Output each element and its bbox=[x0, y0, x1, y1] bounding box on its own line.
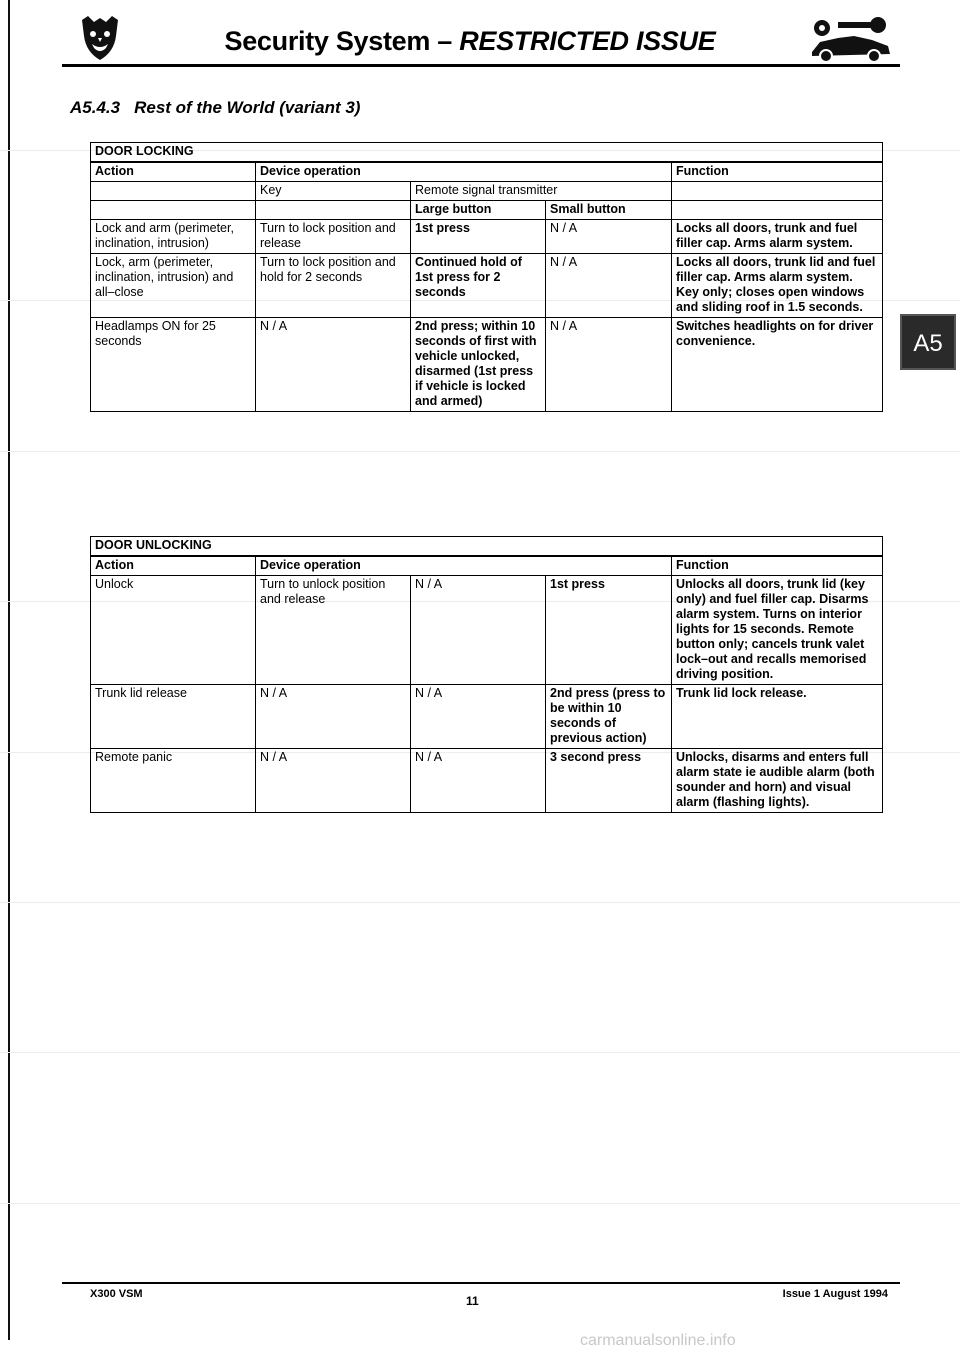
table-caption-row bbox=[91, 143, 883, 163]
page-number: 11 bbox=[466, 1294, 479, 1308]
cell-function: Unlocks, disarms and enters full alarm state ie audible alarm (both sounder and horn) and visual alarm (flashing lights). bbox=[672, 749, 883, 813]
table-header-row bbox=[91, 556, 883, 576]
cell-large-button: N / A bbox=[411, 685, 546, 749]
empty-cell bbox=[256, 201, 411, 220]
cell-large-button: N / A bbox=[411, 749, 546, 813]
table-row bbox=[91, 576, 883, 685]
bleed-line bbox=[0, 902, 960, 903]
door-locking-caption: DOOR LOCKING bbox=[91, 143, 883, 163]
header-function: Function bbox=[672, 556, 883, 576]
cell-large-button: 2nd press; within 10 seconds of first with vehicle unlocked, disarmed (1st press if vehicle is locked and armed) bbox=[411, 318, 546, 412]
cell-function: Switches headlights on for driver convenience. bbox=[672, 318, 883, 412]
cell-key: Turn to unlock position and release bbox=[256, 576, 411, 685]
footer-issue-date: Issue 1 August 1994 bbox=[782, 1288, 888, 1300]
table-row bbox=[91, 749, 883, 813]
header-title-italic: RESTRICTED ISSUE bbox=[459, 26, 716, 56]
jaguar-logo-icon bbox=[78, 14, 122, 62]
page-header-title bbox=[140, 26, 800, 57]
cell-key: N / A bbox=[256, 685, 411, 749]
cell-small-button: 1st press bbox=[546, 576, 672, 685]
subheader-small-button: Small button bbox=[546, 201, 672, 220]
cell-action: Headlamps ON for 25 seconds bbox=[91, 318, 256, 412]
cell-small-button: N / A bbox=[546, 254, 672, 318]
table-subheader-row bbox=[91, 182, 883, 201]
bleed-line bbox=[0, 451, 960, 452]
cell-key: N / A bbox=[256, 318, 411, 412]
table-header-row bbox=[91, 162, 883, 182]
bleed-line bbox=[0, 1203, 960, 1204]
header-function: Function bbox=[672, 162, 883, 182]
section-tab-marker: A5 bbox=[900, 314, 956, 370]
door-unlocking-caption: DOOR UNLOCKING bbox=[91, 537, 883, 557]
page-margin-rule bbox=[8, 0, 10, 1340]
empty-cell bbox=[91, 182, 256, 201]
header-title-plain: Security System – bbox=[224, 26, 460, 56]
section-number: A5.4.3 bbox=[70, 98, 121, 117]
cell-action: Lock and arm (perimeter, inclination, intrusion) bbox=[91, 220, 256, 254]
door-locking-table bbox=[90, 142, 883, 412]
empty-cell bbox=[672, 201, 883, 220]
cell-large-button: 1st press bbox=[411, 220, 546, 254]
cell-large-button: Continued hold of 1st press for 2 seconds bbox=[411, 254, 546, 318]
cell-function: Trunk lid lock release. bbox=[672, 685, 883, 749]
footer-document-code: X300 VSM bbox=[90, 1288, 143, 1300]
cell-small-button: 2nd press (press to be within 10 seconds of previous action) bbox=[546, 685, 672, 749]
header-device-operation: Device operation bbox=[256, 162, 672, 182]
cell-small-button: N / A bbox=[546, 220, 672, 254]
subheader-key: Key bbox=[256, 182, 411, 201]
header-device-operation: Device operation bbox=[256, 556, 672, 576]
cell-action: Remote panic bbox=[91, 749, 256, 813]
cell-action: Trunk lid release bbox=[91, 685, 256, 749]
cell-small-button: N / A bbox=[546, 318, 672, 412]
header-divider bbox=[62, 64, 900, 67]
bleed-line bbox=[0, 1052, 960, 1053]
cell-large-button: N / A bbox=[411, 576, 546, 685]
empty-cell bbox=[672, 182, 883, 201]
watermark-text: carmanualsonline.info bbox=[580, 1332, 736, 1349]
table-row bbox=[91, 220, 883, 254]
table-row bbox=[91, 254, 883, 318]
cell-function: Unlocks all doors, trunk lid (key only) and fuel filler cap. Disarms alarm system. Turns on interior lights for 15 seconds. Remote button only; cancels trunk valet lock–out and recalls memorised driving position. bbox=[672, 576, 883, 685]
cell-key: N / A bbox=[256, 749, 411, 813]
cell-function: Locks all doors, trunk and fuel filler cap. Arms alarm system. bbox=[672, 220, 883, 254]
cell-action: Unlock bbox=[91, 576, 256, 685]
footer-divider bbox=[62, 1282, 900, 1284]
table-row bbox=[91, 685, 883, 749]
table-subheader-row bbox=[91, 201, 883, 220]
section-heading bbox=[70, 98, 360, 118]
cell-small-button: 3 second press bbox=[546, 749, 672, 813]
section-title: Rest of the World (variant 3) bbox=[134, 98, 361, 117]
header-action: Action bbox=[91, 162, 256, 182]
cell-function: Locks all doors, trunk lid and fuel filler cap. Arms alarm system. Key only; closes open windows and sliding roof in 1.5 seconds. bbox=[672, 254, 883, 318]
subheader-remote: Remote signal transmitter bbox=[411, 182, 672, 201]
cell-key: Turn to lock position and hold for 2 seconds bbox=[256, 254, 411, 318]
car-key-icon bbox=[808, 16, 894, 66]
subheader-large-button: Large button bbox=[411, 201, 546, 220]
header-action: Action bbox=[91, 556, 256, 576]
cell-key: Turn to lock position and release bbox=[256, 220, 411, 254]
cell-action: Lock, arm (perimeter, inclination, intrusion) and all–close bbox=[91, 254, 256, 318]
door-unlocking-table bbox=[90, 536, 883, 813]
table-caption-row bbox=[91, 537, 883, 557]
empty-cell bbox=[91, 201, 256, 220]
table-row bbox=[91, 318, 883, 412]
